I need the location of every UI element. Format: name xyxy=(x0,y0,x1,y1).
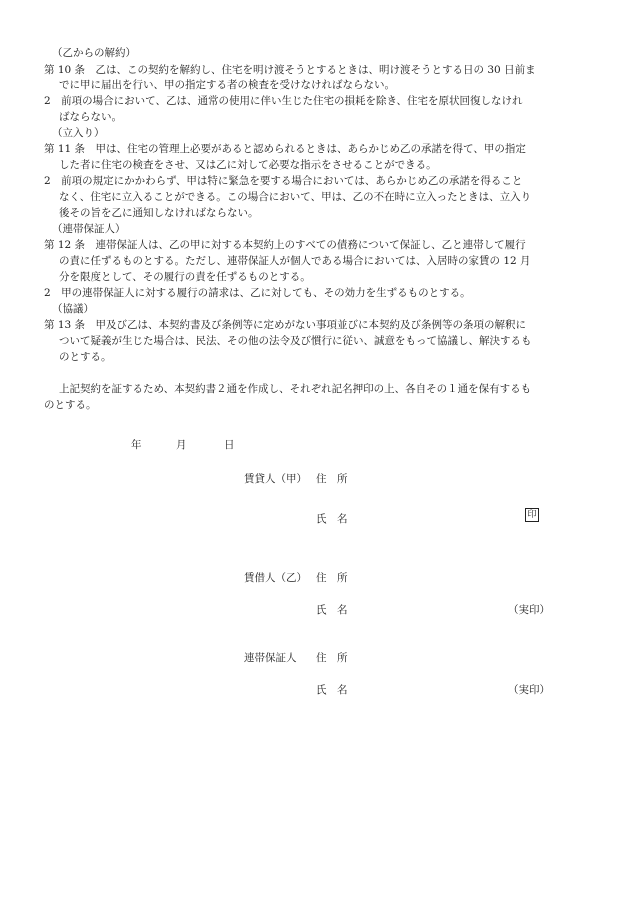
guarantor-role: 連帯保証人 xyxy=(244,652,297,664)
article-10-para-2-line-1: 2 前項の場合において、乙は、通常の使用に伴い生じた住宅の損耗を除き、住宅を原状回復しなけれ xyxy=(44,95,523,107)
lessor-name-label: 氏 名 xyxy=(316,513,348,525)
article-13-line-1: 第 13 条 甲及び乙は、本契約書及び条例等に定めがない事項並びに本契約及び条例等の条項の解釈に xyxy=(44,319,527,331)
article-10-line-1: 第 10 条 乙は、この契約を解約し、住宅を明け渡そうとするときは、明け渡そうとする日の 30 日前ま xyxy=(44,64,536,76)
closing-line-2: のとする。 xyxy=(44,399,97,411)
article-11-line-1: 第 11 条 甲は、住宅の管理上必要があると認められるときは、あらかじめ乙の承諾を得て、甲の指定 xyxy=(44,143,526,155)
closing-line-1: 上記契約を証するため、本契約書２通を作成し、それぞれ記名押印の上、各自その１通を保有するも xyxy=(59,383,532,395)
seal-mark-icon: 印 xyxy=(525,508,539,522)
date-year: 年 xyxy=(131,439,142,451)
heading-guarantor: （連帯保証人） xyxy=(52,223,126,235)
article-12-line-2: の責に任ずるものとする。ただし、連帯保証人が個人である場合においては、入居時の家賃の 12 月 xyxy=(59,255,531,267)
article-10-para-2-line-2: ばならない。 xyxy=(59,111,122,123)
lessee-seal-note: （実印） xyxy=(508,604,550,616)
article-13-line-2: ついて疑義が生じた場合は、民法、その他の法令及び慣行に従い、誠意をもって協議し、解決するも xyxy=(59,335,532,347)
guarantor-name-label: 氏 名 xyxy=(316,684,348,696)
lessor-role: 賃貸人（甲） xyxy=(244,473,307,485)
lessee-role: 賃借人（乙） xyxy=(244,572,307,584)
article-11-para-2-line-2: なく、住宅に立入ることができる。この場合において、甲は、乙の不在時に立入ったときは、立入り xyxy=(59,191,532,203)
guarantor-seal-note: （実印） xyxy=(508,684,550,696)
date-day: 日 xyxy=(224,439,235,451)
lessor-address-label: 住 所 xyxy=(316,473,348,485)
article-12-line-1: 第 12 条 連帯保証人は、乙の甲に対する本契約上のすべての債務について保証し、乙と連帯して履行 xyxy=(44,239,526,251)
article-13-line-3: のとする。 xyxy=(59,351,112,363)
lessee-name-label: 氏 名 xyxy=(316,604,348,616)
heading-consultation: （協議） xyxy=(52,303,94,315)
article-10-line-2: でに甲に届出を行い、甲の指定する者の検査を受けなければならない。 xyxy=(59,79,395,91)
lessee-address-label: 住 所 xyxy=(316,572,348,584)
article-11-para-2-line-1: 2 前項の規定にかかわらず、甲は特に緊急を要する場合においては、あらかじめ乙の承諾を得ること xyxy=(44,175,523,187)
article-12-line-3: 分を限度として、その履行の責を任ずるものとする。 xyxy=(59,271,311,283)
heading-termination: （乙からの解約） xyxy=(52,47,136,59)
heading-entry: （立入り） xyxy=(52,127,105,139)
date-month: 月 xyxy=(176,439,187,451)
guarantor-address-label: 住 所 xyxy=(316,652,348,664)
article-11-para-2-line-3: 後その旨を乙に通知しなければならない。 xyxy=(59,207,259,219)
article-11-line-2: した者に住宅の検査をさせ、又は乙に対して必要な指示をさせることができる。 xyxy=(59,159,437,171)
article-12-para-2: 2 甲の連帯保証人に対する履行の請求は、乙に対しても、その効力を生ずるものとする。 xyxy=(44,287,471,299)
